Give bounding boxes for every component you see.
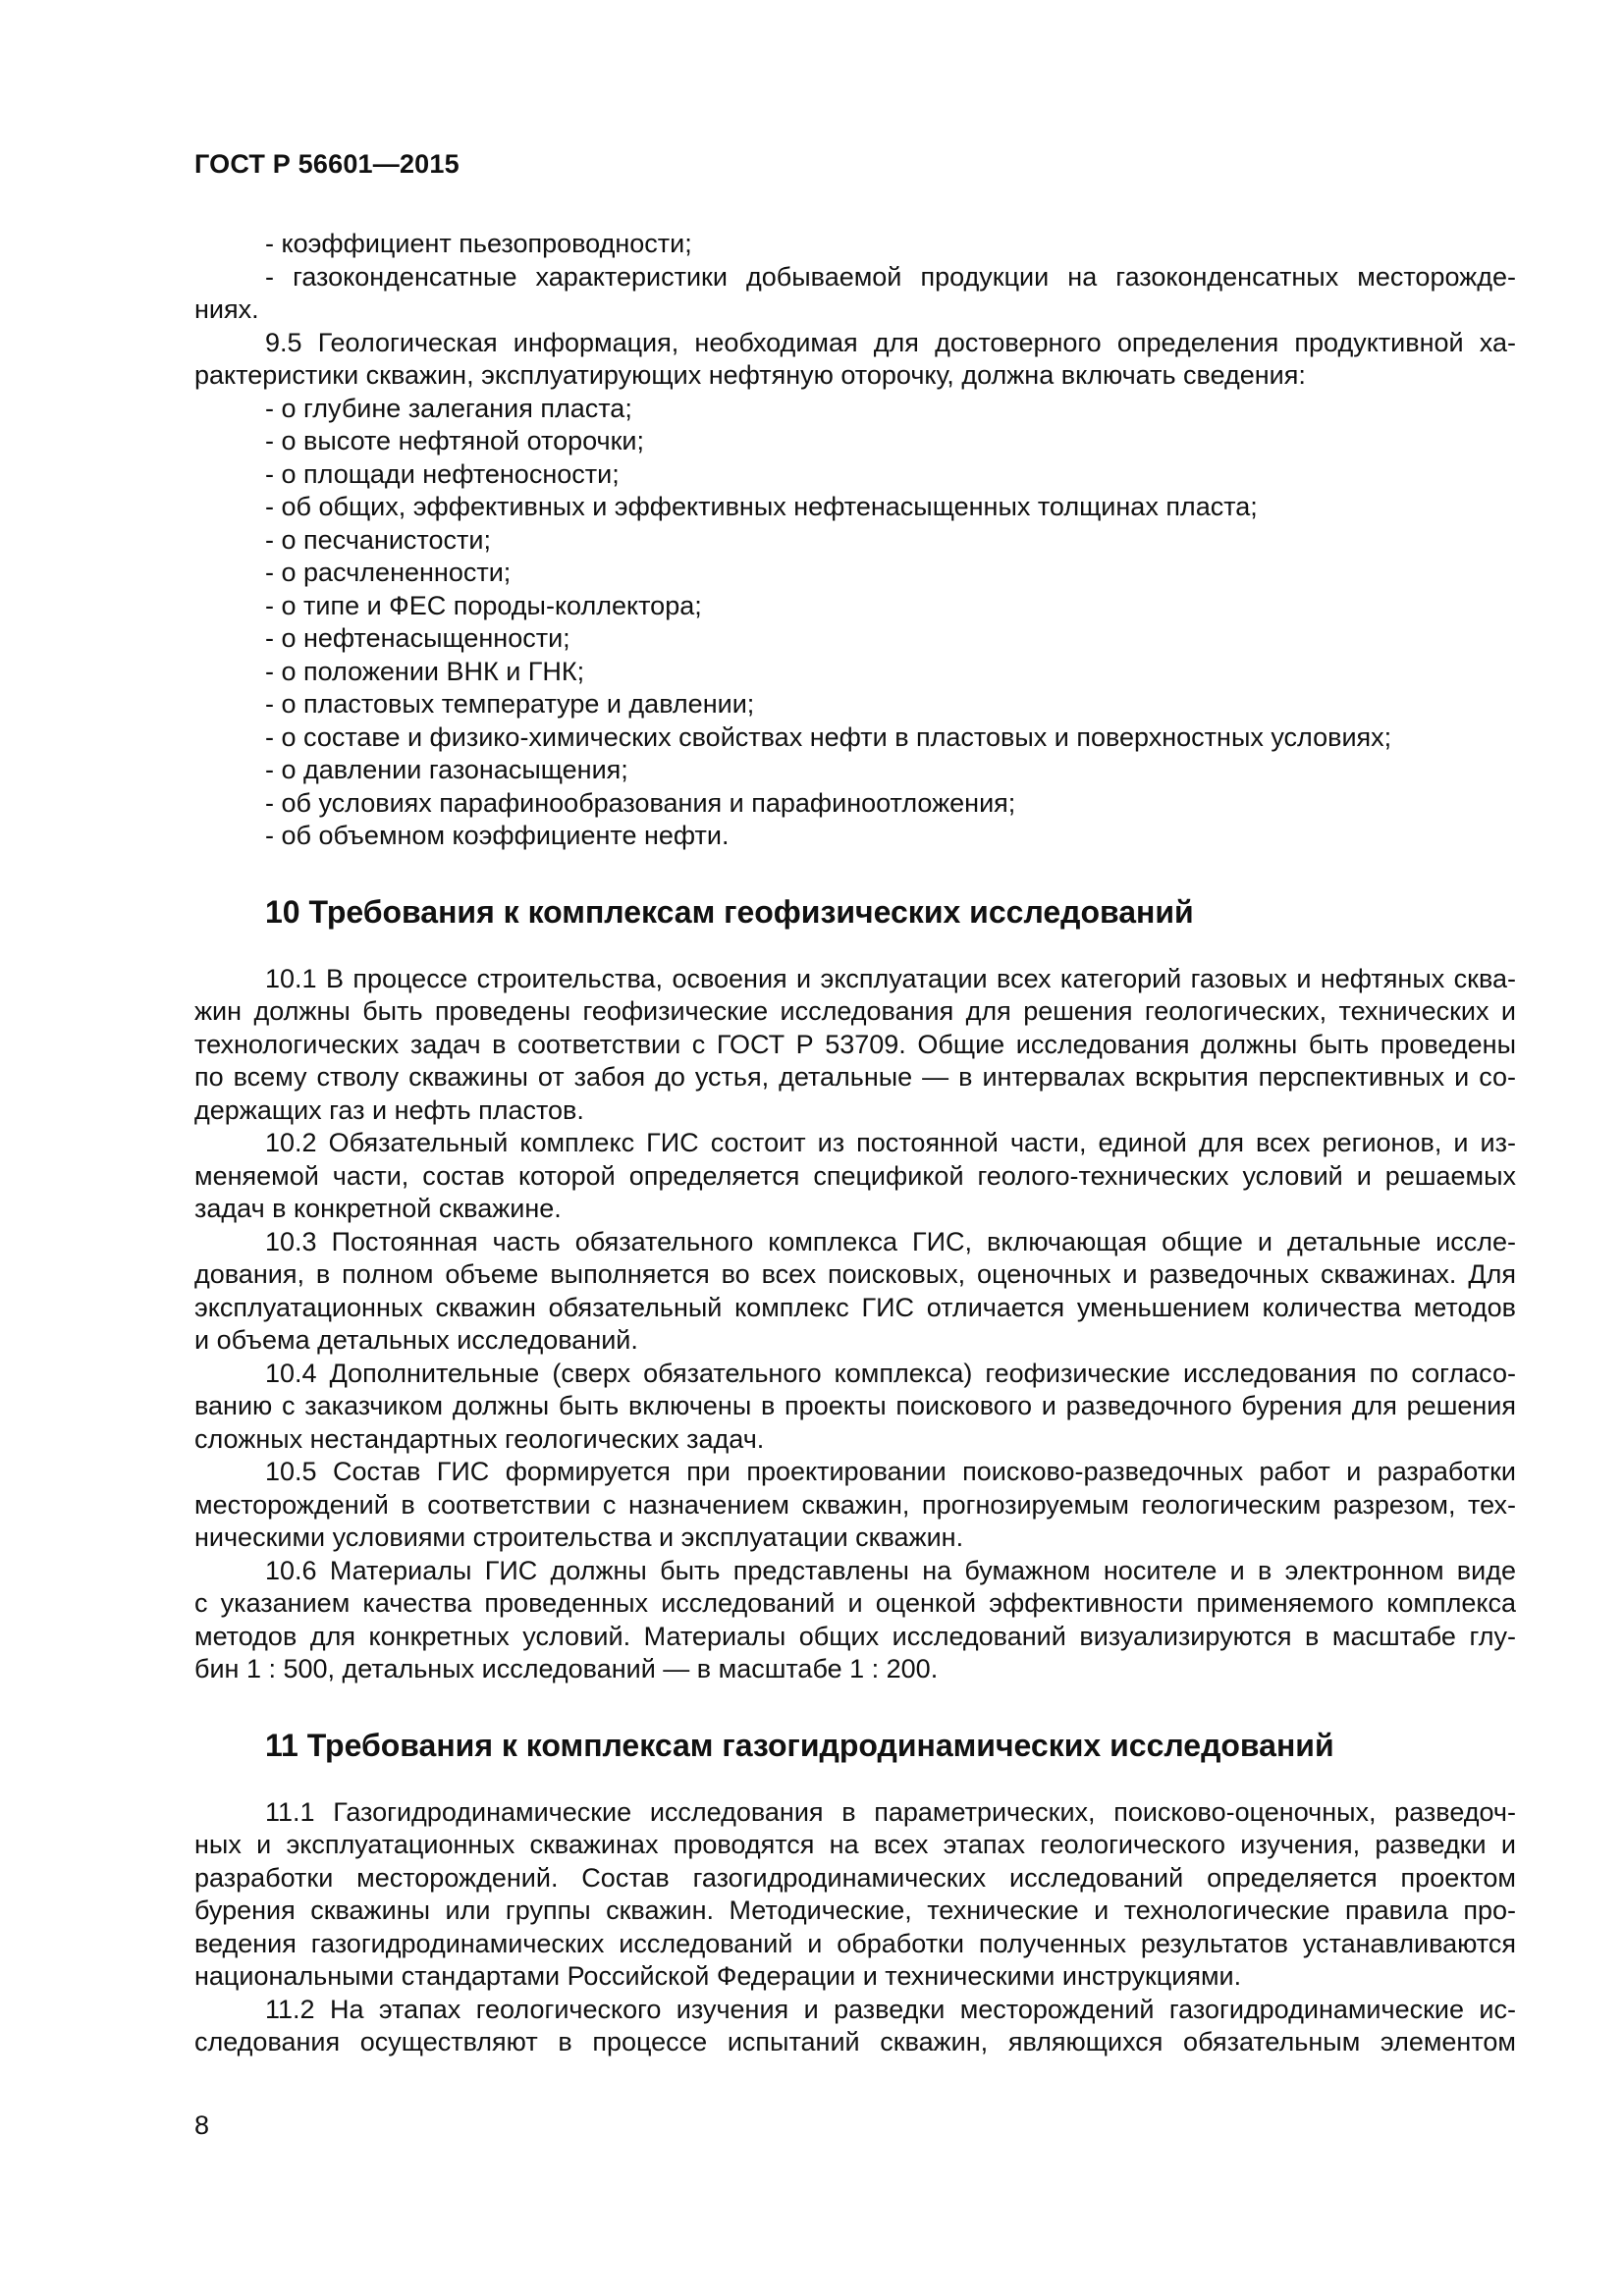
paragraph-first-line: - об общих, эффективных и эффективных нефтенасыщенных толщинах пласта; [265, 492, 1258, 521]
paragraph-first-line: - о положении ВНК и ГНК; [265, 656, 585, 686]
paragraph-line: ническими условиями строительства и эксплуатации скважин. [194, 1522, 964, 1552]
paragraph-first-line: - коэффициент пьезопроводности; [265, 229, 692, 258]
paragraph-line: держащих газ и нефть пластов. [194, 1095, 584, 1125]
paragraph-first-line: - об условиях парафинообразования и парафиноотложения; [265, 787, 1016, 818]
paragraph-line: с указанием качества проведенных исследований и оценкой эффективности применяемого комплекса [194, 1588, 1516, 1618]
paragraph-line: ведения газогидродинамических исследований и обработки полученных результатов устанавливаются [194, 1928, 1516, 1958]
section-spacer [194, 1686, 1516, 1726]
paragraph-line: задач в конкретной скважине. [194, 1194, 562, 1223]
paragraph-first-line: 10.4 Дополнительные (сверх обязательного комплекса) геофизические исследования по согласо- [265, 1358, 1516, 1388]
paragraph-first-line: - о давлении газонасыщения; [265, 755, 628, 784]
paragraph-line: бурения скважины или группы скважин. Методические, технические и технологические правила про- [194, 1896, 1516, 1925]
paragraph-first-line: - о песчанистости; [265, 524, 491, 555]
section-heading: 11 Требования к комплексам газогидродинамических исследований [265, 1727, 1334, 1763]
paragraph-line: рактеристики скважин, эксплуатирующих нефтяную оторочку, должна включать сведения: [194, 360, 1306, 390]
paragraph-line: по всему стволу скважины от забоя до устья, детальные — в интервалах вскрытия перспективных и со- [194, 1062, 1516, 1092]
document-header: ГОСТ Р 56601—2015 [194, 149, 460, 179]
paragraph-first-line: 10.5 Состав ГИС формируется при проектировании поисково-разведочных работ и разработки [265, 1457, 1516, 1486]
paragraph-line: жин должны быть проведены геофизические исследования для решения геологических, технических и [194, 996, 1516, 1026]
paragraph-line: сложных нестандартных геологических задач. [194, 1423, 765, 1454]
paragraph-first-line: - о высоте нефтяной оторочки; [265, 426, 645, 455]
paragraph-first-line: - о пластовых температуре и давлении; [265, 689, 755, 719]
paragraph-line: технологических задач в соответствии с ГОСТ Р 53709. Общие исследования должны быть проведены [194, 1029, 1516, 1059]
paragraph-line: эксплуатационных скважин обязательный комплекс ГИС отличается уменьшением количества методов [194, 1292, 1516, 1322]
paragraph-line: ных и эксплуатационных скважинах проводятся на всех этапах геологического изучения, разведки и [194, 1830, 1516, 1859]
section-heading: 10 Требования к комплексам геофизических исследований [265, 893, 1194, 930]
section-spacer [194, 1765, 1516, 1796]
paragraph-line: бин 1 : 500, детальных исследований — в масштабе 1 : 200. [194, 1654, 939, 1683]
paragraph-first-line: 10.1 В процессе строительства, освоения и эксплуатации всех категорий газовых и нефтяных сква- [265, 963, 1516, 993]
paragraph-line: дования, в полном объеме выполняется во всех поисковых, оценочных и разведочных скважинах. Для [194, 1259, 1516, 1289]
paragraph-line: ниях. [194, 294, 259, 324]
paragraph-first-line: - о нефтенасыщенности; [265, 623, 570, 653]
paragraph-line: разработки месторождений. Состав газогидродинамических исследований определяется проектом [194, 1862, 1516, 1893]
paragraph-first-line: - о типе и ФЕС породы-коллектора; [265, 590, 702, 620]
paragraph-line: национальными стандартами Российской Федерации и техническими инструкциями. [194, 1961, 1242, 1991]
paragraph-first-line: 10.3 Постоянная часть обязательного комплекса ГИС, включающая общие и детальные иссле- [265, 1226, 1516, 1256]
paragraph-first-line: 9.5 Геологическая информация, необходимая для достоверного определения продуктивной ха- [265, 327, 1516, 357]
paragraph-first-line: 10.6 Материалы ГИС должны быть представлены на бумажном носителе и в электронном виде [265, 1555, 1516, 1585]
paragraph-first-line: - о глубине залегания пласта; [265, 393, 632, 423]
paragraph-first-line: - о составе и физико-химических свойствах нефти в пластовых и поверхностных условиях; [265, 721, 1392, 752]
paragraph-line: ванию с заказчиком должны быть включены в проекты поискового и разведочного бурения для решения [194, 1391, 1516, 1420]
paragraph-line: месторождений в соответствии с назначением скважин, прогнозируемым геологическим разрезом, тех- [194, 1489, 1516, 1520]
paragraph-line: меняемой части, состав которой определяется спецификой геолого-технических условий и решаемых [194, 1160, 1516, 1191]
paragraph-first-line: - об объемном коэффициенте нефти. [265, 821, 730, 850]
section-spacer [194, 853, 1516, 892]
paragraph-first-line: - о расчлененности; [265, 558, 512, 587]
paragraph-first-line: 11.2 На этапах геологического изучения и разведки месторождений газогидродинамические ис- [265, 1994, 1516, 2024]
paragraph-first-line: - газоконденсатные характеристики добываемой продукции на газоконденсатных месторожде- [265, 261, 1516, 292]
document-body [194, 228, 1516, 2059]
paragraph-first-line: - о площади нефтеносности; [265, 458, 620, 489]
paragraph-first-line: 10.2 Обязательный комплекс ГИС состоит из постоянной части, единой для всех регионов, и из- [265, 1128, 1516, 1157]
page-number: 8 [194, 2110, 210, 2140]
paragraph-first-line: 11.1 Газогидродинамические исследования в параметрических, поисково-оценочных, разведоч- [265, 1796, 1516, 1827]
section-spacer [194, 932, 1516, 963]
paragraph-line: следования осуществляют в процессе испытаний скважин, являющихся обязательным элементом [194, 2027, 1516, 2056]
paragraph-line: и объема детальных исследований. [194, 1325, 638, 1355]
paragraph-line: методов для конкретных условий. Материалы общих исследований визуализируются в масштабе глу- [194, 1621, 1516, 1651]
